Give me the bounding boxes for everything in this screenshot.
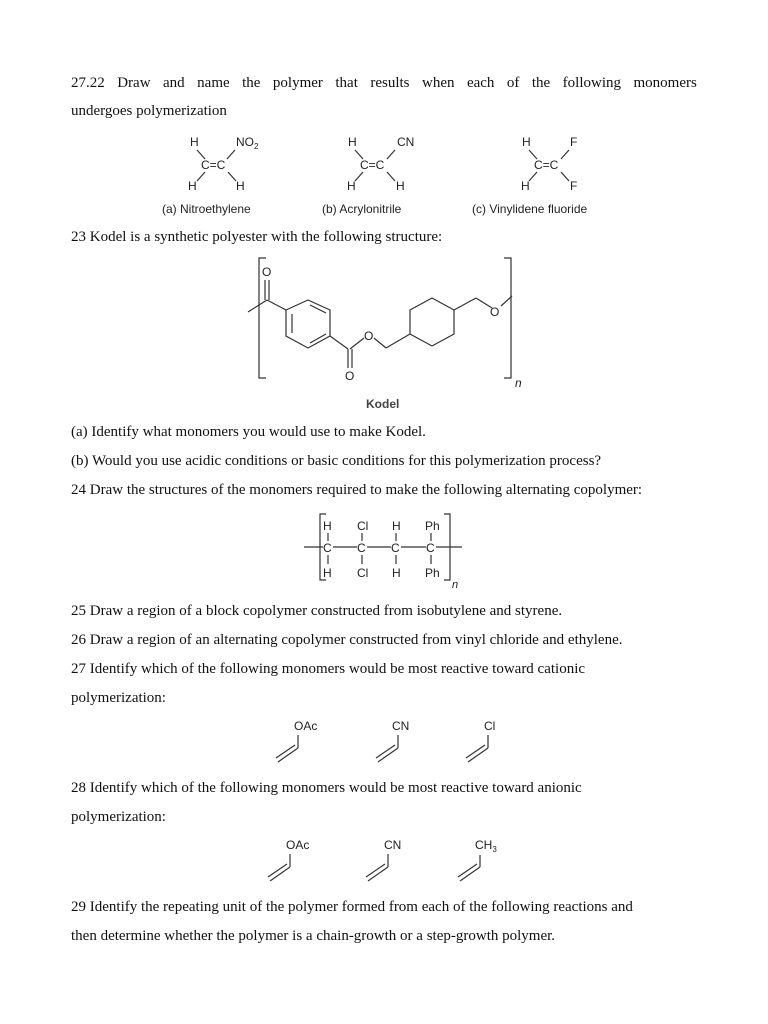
- kodel-structure: [240, 252, 540, 422]
- right-bracket: [504, 258, 511, 378]
- q22-word: the: [531, 75, 551, 91]
- monomer-caption: (b) Acrylonitrile: [322, 202, 402, 216]
- atom-label: H: [190, 135, 199, 149]
- q22-word: following: [562, 75, 622, 91]
- substituent-label: OAc: [294, 719, 318, 733]
- atom-label: H: [347, 179, 356, 193]
- atom-label: O: [262, 265, 272, 279]
- q22-word: each: [466, 75, 495, 91]
- q23-text: 23 Kodel is a synthetic polyester with the following structure:: [71, 229, 443, 245]
- atom-label: F: [570, 179, 578, 193]
- q23-part-a: (a) Identify what monomers you would use to make Kodel.: [71, 424, 426, 440]
- carbon-label: C: [357, 541, 366, 555]
- atom-label: O: [364, 329, 374, 343]
- q29-line2: then determine whether the polymer is a chain-growth or a step-growth polymer.: [71, 928, 556, 944]
- cyclohexane-ring: [410, 298, 454, 346]
- q22-word: monomers: [633, 75, 697, 91]
- acrylonitrile: [366, 838, 401, 881]
- substituent-label: OAc: [286, 838, 310, 852]
- repeat-subscript: n: [452, 579, 459, 591]
- atom-label: F: [570, 135, 578, 149]
- atom-label: CN: [397, 135, 415, 149]
- vinyl-acetate: [276, 719, 317, 762]
- bond: [228, 172, 236, 181]
- atom-label: $NO_2$: [236, 135, 259, 151]
- q28-monomers: [262, 834, 522, 890]
- monomer-vinylidene-fluoride: [472, 135, 587, 216]
- bond: [197, 172, 205, 181]
- q22-word: Draw: [117, 75, 151, 91]
- double-bond-label: C=C: [360, 158, 385, 172]
- double-bond-label: C=C: [534, 158, 559, 172]
- substituent-label: CN: [392, 719, 410, 733]
- atom-label: Cl: [357, 566, 369, 580]
- bond: [330, 336, 348, 349]
- vinyl-acetate: [268, 838, 309, 881]
- q23-part-b: (b) Would you use acidic conditions or basic conditions for this polymerization process?: [71, 453, 602, 469]
- carbon-label: C: [323, 541, 332, 555]
- carbon-label: C: [391, 541, 400, 555]
- kodel-caption: Kodel: [366, 397, 400, 411]
- bond: [355, 172, 363, 181]
- benzene-ring: [286, 300, 330, 348]
- monomer-acrylonitrile: [322, 135, 414, 216]
- substituent-label: $CH_3$: [475, 838, 497, 854]
- q22-line1: [71, 74, 697, 92]
- q22-word: 27.22: [71, 75, 105, 91]
- q27-monomers: [270, 716, 510, 772]
- bond: [386, 334, 410, 348]
- q25-text: 25 Draw a region of a block copolymer constructed from isobutylene and styrene.: [71, 603, 563, 619]
- atom-label: H: [323, 519, 332, 533]
- copolymer-structure: [300, 508, 480, 594]
- atom-label: H: [392, 566, 401, 580]
- q27-line2: polymerization:: [71, 690, 166, 706]
- q22-word: polymer: [272, 75, 323, 91]
- q29-line1: 29 Identify the repeating unit of the polymer formed from each of the following reactions and: [71, 899, 633, 915]
- atom-label: H: [396, 179, 405, 193]
- double-bond-label: C=C: [201, 158, 226, 172]
- bond: [350, 338, 364, 349]
- bond: [374, 338, 386, 348]
- vinyl-chloride: [466, 719, 495, 762]
- bond: [561, 172, 569, 181]
- q28-line1: 28 Identify which of the following monomers would be most reactive toward anionic: [71, 780, 582, 796]
- q28-line2: polymerization:: [71, 809, 166, 825]
- q22-word: when: [421, 75, 455, 91]
- atom-label: Cl: [357, 519, 369, 533]
- q22-word: results: [370, 75, 410, 91]
- bond: [561, 150, 569, 159]
- q26-text: 26 Draw a region of an alternating copolymer constructed from vinyl chloride and ethylene.: [71, 632, 623, 648]
- monomer-caption: (a) Nitroethylene: [162, 202, 251, 216]
- bond: [310, 334, 326, 343]
- q22-word: name: [197, 75, 230, 91]
- q27-line1: 27 Identify which of the following monomers would be most reactive toward cationic: [71, 661, 586, 677]
- bond: [387, 150, 395, 159]
- q22-word: the: [242, 75, 261, 91]
- atom-label: Ph: [425, 566, 440, 580]
- atom-label: H: [392, 519, 401, 533]
- monomer-nitroethylene: [162, 135, 259, 216]
- propene: [458, 838, 497, 881]
- bond: [310, 305, 326, 313]
- q22-word: of: [506, 75, 520, 91]
- bond: [501, 296, 512, 306]
- acrylonitrile: [376, 719, 409, 762]
- repeat-subscript: n: [515, 376, 522, 390]
- atom-label: Ph: [425, 519, 440, 533]
- bond: [529, 172, 537, 181]
- atom-label: O: [345, 369, 355, 383]
- q24-text: 24 Draw the structures of the monomers required to make the following alternating copolymer:: [71, 482, 643, 498]
- monomer-caption: (c) Vinylidene fluoride: [472, 202, 588, 216]
- bond: [267, 300, 286, 310]
- bond: [387, 172, 395, 181]
- atom-label: H: [323, 566, 332, 580]
- atom-label: H: [522, 135, 531, 149]
- bond: [454, 298, 476, 310]
- atom-label: H: [348, 135, 357, 149]
- substituent-label: CN: [384, 838, 402, 852]
- q22-word: that: [335, 75, 358, 91]
- bond: [248, 300, 267, 312]
- q22-line2: undergoes polymerization: [71, 103, 227, 119]
- substituent-label: Cl: [484, 719, 496, 733]
- q22-word: and: [163, 75, 185, 91]
- atom-label: O: [490, 305, 500, 319]
- atom-label: H: [521, 179, 530, 193]
- atom-label: H: [188, 179, 197, 193]
- carbon-label: C: [426, 541, 435, 555]
- atom-label: H: [236, 179, 245, 193]
- monomer-figure-row: [150, 128, 630, 220]
- bond: [227, 150, 235, 159]
